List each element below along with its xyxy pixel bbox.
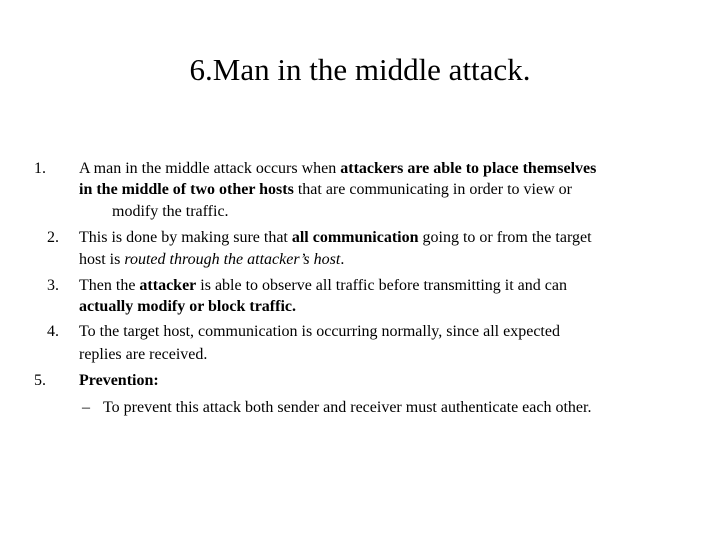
item-line xyxy=(79,371,159,391)
bold-text: Prevention: xyxy=(79,372,159,389)
sub-bullet-dash: – xyxy=(82,399,90,416)
item-line: This is done by making sure that all communication going to or from the target xyxy=(79,229,592,246)
bold-text: attacker xyxy=(139,277,197,294)
bold-text: actually modify or block traffic. xyxy=(79,298,297,315)
bold-text: all communication xyxy=(291,229,419,246)
item-number: 2. xyxy=(47,229,59,246)
item-line: A man in the middle attack occurs when attackers are able to place themselves xyxy=(79,160,597,177)
item-line: To the target host, communication is occurring normally, since all expected xyxy=(79,323,560,340)
bold-text: in the middle of two other hosts xyxy=(79,181,294,198)
item-line: replies are received. xyxy=(79,346,208,363)
item-number: 1. xyxy=(34,160,46,177)
bold-text: attackers are able to place themselves xyxy=(340,160,597,177)
item-line: Then the attacker is able to observe all traffic before transmitting it and can xyxy=(79,277,567,294)
slide-title: 6.Man in the middle attack. xyxy=(189,52,531,87)
item-number: 3. xyxy=(47,277,59,294)
item-line xyxy=(79,297,296,317)
item-line: in the middle of two other hosts that are communicating in order to view or xyxy=(79,181,572,198)
sub-bullet-text: To prevent this attack both sender and receiver must authenticate each other. xyxy=(103,399,592,416)
item-line: host is routed through the attacker’s host. xyxy=(79,251,345,268)
item-line: modify the traffic. xyxy=(112,203,229,220)
item-number: 4. xyxy=(47,323,59,340)
italic-text: routed through the attacker’s host xyxy=(124,251,341,268)
item-number: 5. xyxy=(34,372,46,389)
